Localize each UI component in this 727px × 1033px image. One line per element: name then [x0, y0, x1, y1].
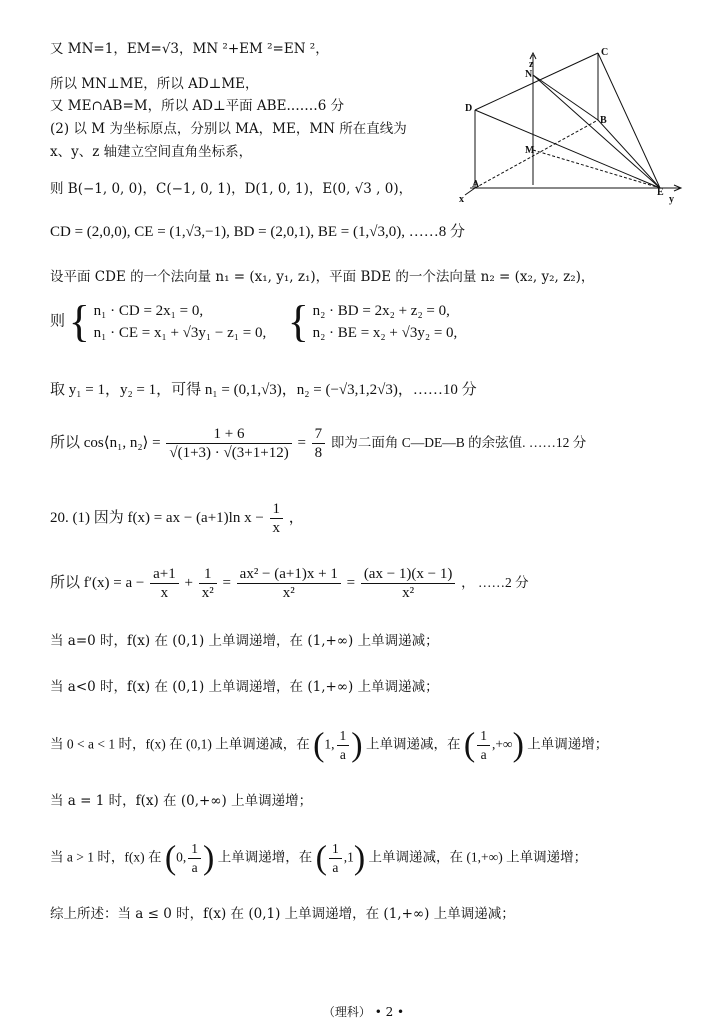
edge-NE: [533, 75, 660, 188]
problem-20-line: [50, 500, 304, 537]
deriv-frac-2: [199, 565, 217, 602]
paren-close-1: ): [351, 726, 363, 764]
edge-BE: [598, 120, 660, 188]
derivative-line: [50, 565, 529, 602]
int2-frac: [477, 727, 490, 764]
paren-open-4: (: [315, 839, 327, 877]
label-C: C: [601, 47, 609, 58]
left-brace-1: {: [68, 297, 90, 346]
int2-b: ,+∞: [491, 736, 513, 752]
cos-num-2: 7: [312, 425, 326, 444]
deriv-postfix: ， ……2 分: [461, 574, 529, 590]
edge-ME: [533, 150, 660, 188]
cos-fraction-1: [166, 425, 291, 462]
p20-fraction: [270, 500, 284, 537]
deriv-frac-1: [150, 565, 179, 602]
deriv-prefix: 所以 f′(x) = a −: [50, 574, 145, 591]
cos-eq: =: [297, 434, 306, 451]
paren-open-2: (: [463, 726, 476, 764]
text-line-1: 又 MN=1，EM=√3，MN ²+EM ²=EN ²，: [50, 41, 329, 57]
paren-close-4: ): [353, 839, 366, 877]
label-x: x: [459, 194, 464, 205]
cos-postfix: 即为二面角 C—DE—B 的余弦值. ……12 分: [330, 434, 587, 450]
label-B: B: [600, 115, 607, 126]
int3-den: a: [191, 860, 198, 875]
normal-vector-line: 设平面 CDE 的一个法向量 n₁ = (x₁, y₁, z₁)，平面 BDE 的一个法向量 n₂ = (x₂, y₂, z₂)，: [50, 269, 595, 285]
case-a-negative: 当 a<0 时，f(x) 在 (0,1) 上单调递增，在 (1,+∞) 上单调递减；: [50, 679, 439, 695]
int3-num: 1: [188, 840, 201, 859]
edge-DC: [475, 53, 598, 110]
int4-num: 1: [329, 840, 342, 859]
cos-num-1: 1 + 6: [166, 425, 291, 444]
label-D: D: [465, 103, 473, 114]
take-values-line: 取 y₁ = 1，y₂ = 1，可得 n₁ = (0,1,√3)，n₂ = (−√3,1,2√3)，……10 分: [50, 382, 477, 398]
paren-close-2: ): [512, 726, 524, 764]
deriv-eq-1: =: [222, 574, 231, 591]
equation-system: [50, 297, 458, 346]
text-line-4: (2) 以 M 为坐标原点，分别以 MA，ME，MN 所在直线为: [50, 121, 407, 137]
cosine-line: [50, 425, 586, 462]
case-a-between: [50, 727, 608, 764]
label-E: E: [657, 187, 664, 198]
system-2: [313, 300, 458, 344]
deriv-num-2: 1: [199, 565, 217, 584]
vector-line: CD = (2,0,0), CE = (1,√3,−1), BD = (2,0,1), BE = (1,√3,0), ……8 分: [50, 224, 465, 240]
deriv-frac-4: [361, 565, 456, 602]
deriv-den-4: x²: [402, 585, 415, 601]
int3-frac: [188, 840, 201, 877]
case-a-greater: [50, 840, 587, 877]
deriv-den-2: x²: [201, 585, 214, 601]
summary-line: 综上所述：当 a ≤ 0 时，f(x) 在 (0,1) 上单调递增，在 (1,+∞) 上单调递减；: [50, 906, 515, 922]
left-brace-2: {: [287, 297, 309, 346]
p20-den: x: [272, 520, 281, 536]
int1-frac: [337, 727, 350, 764]
paren-open-1: (: [313, 726, 325, 764]
deriv-plus: +: [184, 574, 193, 591]
cos-den-1: √(1+3) · √(3+1+12): [169, 445, 289, 461]
page-footer: （理科） • 2 •: [322, 1005, 405, 1019]
cos-den-2: 8: [314, 445, 323, 461]
int4-frac: [329, 840, 342, 877]
case-between-b: 上单调递减，在: [365, 736, 461, 752]
edge-DE: [475, 110, 660, 188]
int4-den: a: [332, 860, 339, 875]
case-between-c: 上单调递增；: [527, 736, 609, 752]
edge-NB: [533, 75, 598, 120]
deriv-num-3: ax² − (a+1)x + 1: [237, 565, 341, 584]
case-greater-c: 上单调递减，在 (1,+∞) 上单调递增；: [368, 849, 588, 865]
then-label: 则: [50, 313, 66, 330]
text-line-3: 又 ME∩AB=M，所以 AD⊥平面 ABE.……6 分: [50, 98, 345, 114]
label-y: y: [669, 194, 674, 205]
paren-close-3: ): [203, 839, 215, 877]
case-between-a: 当 0 < a < 1 时，f(x) 在 (0,1) 上单调递减，在: [50, 736, 310, 752]
case-a-one: 当 a = 1 时，f(x) 在 (0,+∞) 上单调递增；: [50, 793, 313, 809]
deriv-num-4: (ax − 1)(x − 1): [361, 565, 456, 584]
p20-num: 1: [270, 500, 284, 519]
label-N: N: [525, 69, 533, 80]
text-line-6: 则 B(−1, 0, 0)，C(−1, 0, 1)，D(1, 0, 1)，E(0, √3 , 0)，: [50, 181, 413, 197]
system-1: [94, 300, 267, 344]
eq-2a: n₂ · BD = 2x₂ + z₂ = 0,: [312, 303, 450, 319]
edge-CE: [598, 53, 660, 188]
eq-2b: n₂ · BE = x₂ + √3y₂ = 0,: [312, 325, 458, 341]
geometry-figure: [455, 45, 685, 210]
eq-1a: n₁ · CD = 2x₁ = 0,: [93, 303, 204, 319]
deriv-num-1: a+1: [150, 565, 179, 584]
case-a-zero: 当 a=0 时，f(x) 在 (0,1) 上单调递增，在 (1,+∞) 上单调递减；: [50, 633, 439, 649]
int1-a: 1,: [324, 736, 335, 752]
eq-1b: n₁ · CE = x₁ + √3y₁ − z₁ = 0,: [93, 325, 267, 341]
deriv-den-1: x: [160, 585, 169, 601]
deriv-frac-3: [237, 565, 341, 602]
int1-den: a: [339, 747, 346, 762]
int1-num: 1: [337, 727, 350, 746]
int2-num: 1: [477, 727, 490, 746]
label-M: M: [525, 145, 535, 156]
deriv-den-3: x²: [282, 585, 295, 601]
text-line-5: x、y、z 轴建立空间直角坐标系，: [50, 144, 253, 160]
case-greater-a: 当 a > 1 时，f(x) 在: [50, 849, 162, 865]
p20-postfix: ，: [288, 509, 304, 526]
paren-open-3: (: [164, 839, 177, 877]
cos-prefix: 所以 cos⟨n₁, n₂⟩ =: [50, 434, 161, 451]
text-line-2: 所以 MN⊥ME，所以 AD⊥ME，: [50, 76, 259, 92]
int2-den: a: [480, 747, 487, 762]
deriv-eq-2: =: [346, 574, 356, 591]
label-z: z: [529, 59, 534, 70]
int4-b: ,1: [343, 849, 354, 865]
p20-prefix: 20. (1) 因为 f(x) = ax − (a+1)ln x −: [50, 509, 264, 526]
case-greater-b: 上单调递增，在: [217, 849, 313, 865]
cos-fraction-2: [312, 425, 326, 462]
int3-a: 0,: [176, 849, 187, 865]
label-A: A: [472, 179, 480, 190]
